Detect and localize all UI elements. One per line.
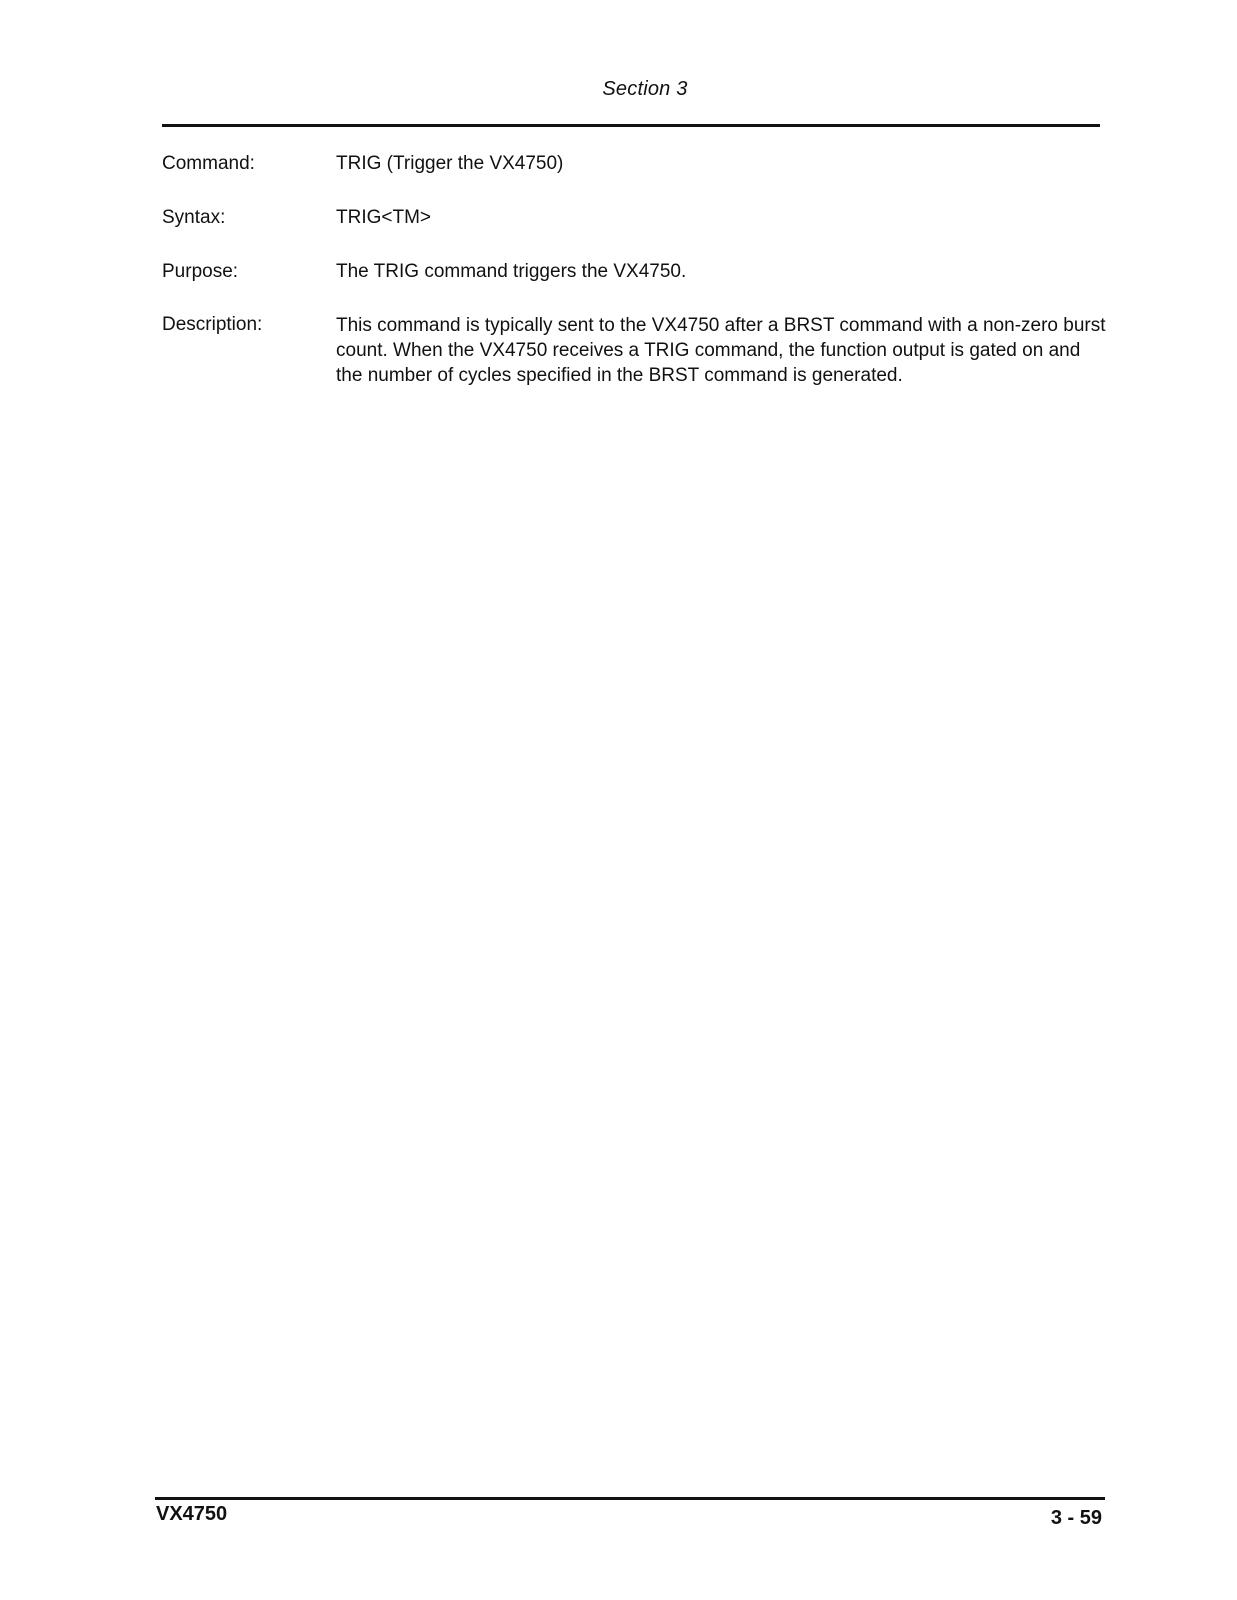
- footer-page-number: 3 - 59: [1050, 1507, 1102, 1529]
- purpose-value: The TRIG command triggers the VX4750.: [336, 261, 687, 282]
- syntax-value: TRIG<TM>: [336, 207, 432, 228]
- purpose-label: Purpose:: [162, 261, 239, 282]
- footer-rule: [155, 1497, 1105, 1500]
- description-value: This command is typically sent to the VX4750 after a BRST command with a non-zero burst count. When the VX4750 receives a TRIG command, the function output is gated on and the number of cycles specified in the BRST command is generated.: [336, 315, 1106, 386]
- syntax-label: Syntax:: [162, 207, 226, 228]
- command-label: Command:: [162, 153, 255, 174]
- command-value: TRIG (Trigger the VX4750): [336, 153, 564, 174]
- header-rule: [162, 124, 1100, 127]
- description-label: Description:: [162, 314, 263, 335]
- section-header: Section 3: [602, 78, 688, 100]
- footer-product: VX4750: [156, 1503, 228, 1525]
